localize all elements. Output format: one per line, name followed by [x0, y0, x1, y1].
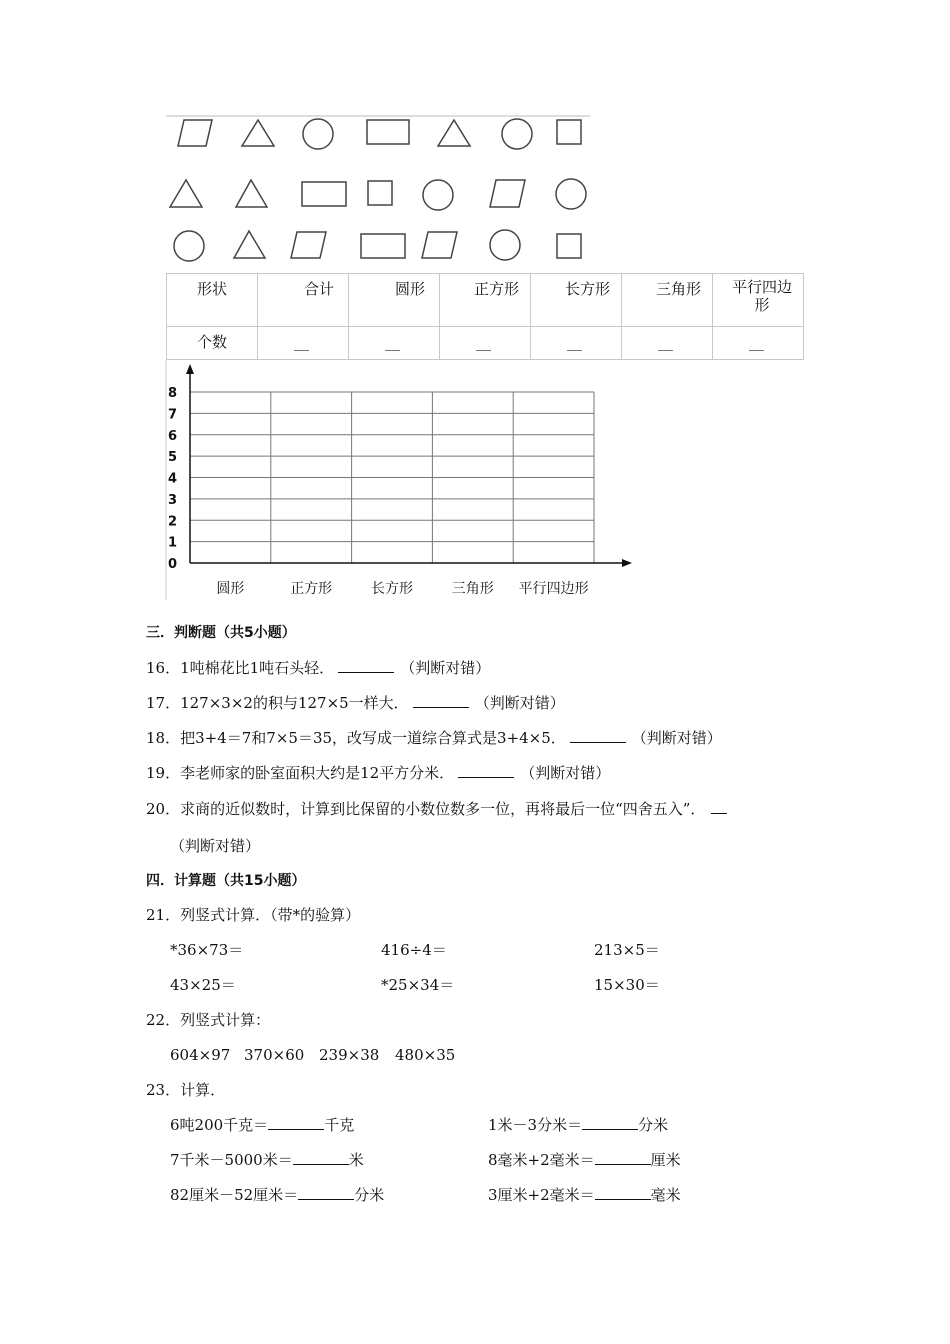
header-cell: 长方形 [531, 274, 622, 327]
rectangle-shape [361, 234, 405, 258]
x-category-label: 三角形 [451, 581, 494, 597]
header-cell: 形状 [167, 274, 258, 327]
shape-count-table [166, 273, 804, 360]
answer-cell: __ [531, 327, 622, 360]
section-title: 四．计算题（共15小题） [146, 873, 306, 889]
y-tick-label: 2 [168, 514, 178, 530]
parallelogram-shape [422, 232, 457, 258]
question-20-tail: （判断对错） [170, 837, 261, 855]
square-shape [557, 120, 581, 144]
circle-shape [303, 119, 333, 149]
y-tick-label: 8 [168, 386, 178, 401]
y-tick-label: 1 [168, 535, 178, 551]
question-21: 21．列竖式计算．（带*的验算） [146, 906, 361, 924]
x-axis-arrow [622, 559, 632, 567]
calc-item: 213×5＝ [594, 941, 660, 959]
triangle-shape [242, 120, 274, 146]
header-cell: 合计 [258, 274, 349, 327]
conversion-item: 82厘米－52厘米＝ 分米 [170, 1186, 385, 1204]
triangle-shape [236, 180, 267, 207]
answer-cell: __ [622, 327, 713, 360]
header-cell: 三角形 [622, 274, 713, 327]
y-tick-label: 3 [168, 492, 178, 508]
square-shape [368, 181, 392, 205]
row-label-cell: 个数 [167, 327, 258, 360]
header-cell: 正方形 [440, 274, 531, 327]
conversion-item: 8毫米+2毫米＝ 厘米 [488, 1151, 681, 1169]
x-category-label: 平行四边形 [518, 581, 589, 597]
answer-cell: __ [349, 327, 440, 360]
conversion-item: 6吨200千克＝ 千克 [170, 1116, 355, 1134]
conversion-item: 1米－3分米＝ 分米 [488, 1116, 669, 1134]
question-23: 23．计算． [146, 1081, 226, 1099]
circle-shape [502, 119, 532, 149]
header-cell: 平行四边形 [713, 274, 804, 327]
triangle-shape [438, 120, 470, 146]
calc-item: *25×34＝ [381, 976, 455, 994]
x-category-label: 正方形 [290, 581, 333, 597]
question-18: 18．把3+4＝7和7×5＝35，改写成一道综合算式是3+4×5． （判断对错） [146, 729, 722, 747]
section-title: 三．判断题（共5小题） [146, 625, 296, 641]
answer-cell: __ [440, 327, 531, 360]
parallelogram-shape [291, 232, 326, 258]
calc-item: 43×25＝ [170, 976, 236, 994]
bar-chart-grid [160, 360, 640, 600]
conversion-item: 3厘米+2毫米＝ 毫米 [488, 1186, 681, 1204]
triangle-shape [234, 231, 265, 258]
circle-shape [423, 180, 453, 210]
question-20: 20．求商的近似数时，计算到比保留的小数位数多一位，再将最后一位“四舍五入”． [146, 799, 727, 819]
circle-shape [490, 230, 520, 260]
question-16: 16．1吨棉花比1吨石头轻． （判断对错） [146, 659, 491, 677]
rectangle-shape [302, 182, 346, 206]
y-tick-label: 7 [168, 407, 178, 423]
calc-item: 416÷4＝ [381, 941, 447, 959]
x-category-label: 长方形 [371, 581, 413, 597]
calc-item: *36×73＝ [170, 941, 244, 959]
answer-cell: __ [258, 327, 349, 360]
parallelogram-shape [490, 180, 525, 207]
triangle-shape [170, 180, 202, 207]
calc-item: 15×30＝ [594, 976, 660, 994]
x-category-label: 圆形 [216, 581, 245, 597]
y-tick-label: 5 [168, 450, 178, 466]
square-shape [557, 234, 581, 258]
shapes-figure [160, 110, 600, 270]
answer-cell: __ [713, 327, 804, 360]
calc-item: 239×38 [319, 1046, 380, 1064]
circle-shape [174, 231, 204, 261]
y-tick-label: 4 [168, 471, 178, 487]
circle-shape [556, 179, 586, 209]
question-17: 17．127×3×2的积与127×5一样大． （判断对错） [146, 694, 565, 712]
parallelogram-shape [178, 120, 212, 146]
conversion-item: 7千米－5000米＝ 米 [170, 1151, 364, 1169]
calc-item: 604×97 [170, 1046, 231, 1064]
question-19: 19．李老师家的卧室面积大约是12平方分米． （判断对错） [146, 764, 611, 782]
rectangle-shape [367, 120, 409, 144]
calc-item: 480×35 [395, 1046, 456, 1064]
y-tick-label: 6 [168, 428, 178, 444]
y-axis-arrow [186, 364, 194, 374]
y-tick-label: 0 [168, 557, 178, 572]
header-cell: 圆形 [349, 274, 440, 327]
question-22: 22．列竖式计算： [146, 1011, 271, 1029]
calc-item: 370×60 [244, 1046, 305, 1064]
